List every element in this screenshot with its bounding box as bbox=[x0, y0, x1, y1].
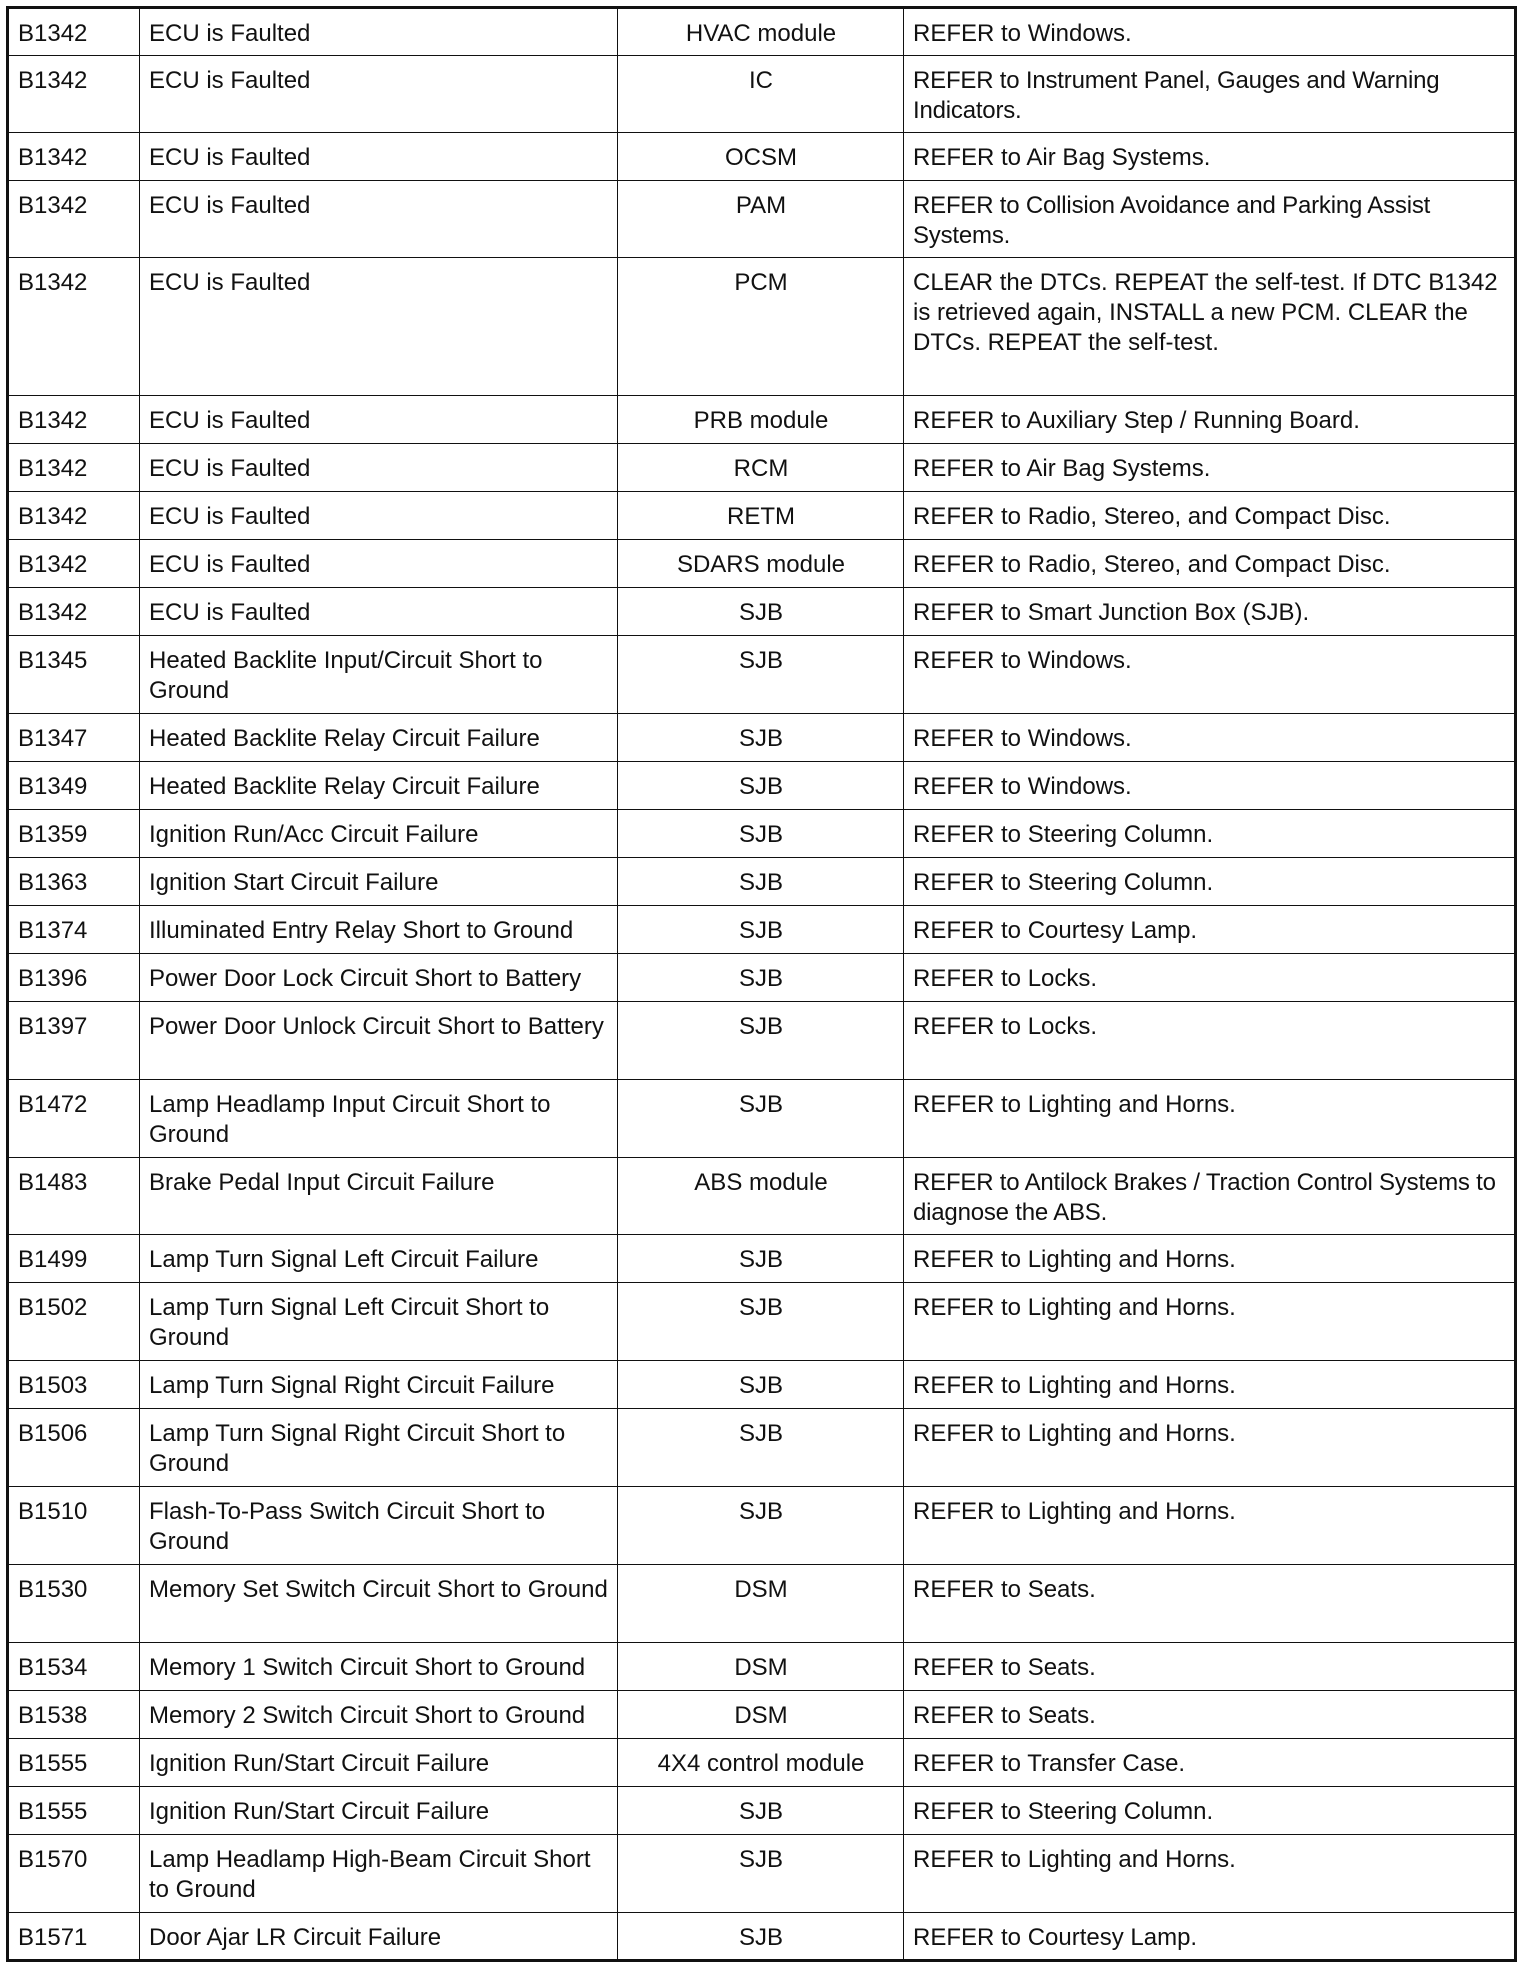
dtc-description: Memory 1 Switch Circuit Short to Ground bbox=[140, 1643, 618, 1691]
dtc-module: SJB bbox=[618, 858, 904, 906]
table-row bbox=[8, 396, 1516, 444]
dtc-code: B1499 bbox=[8, 1235, 140, 1283]
table-row bbox=[8, 1409, 1516, 1487]
dtc-code: B1374 bbox=[8, 906, 140, 954]
dtc-action: CLEAR the DTCs. REPEAT the self-test. If DTC B1342 is retrieved again, INSTALL a new PCM. CLEAR the DTCs. REPEAT the self-test. bbox=[904, 258, 1516, 396]
dtc-action: REFER to Courtesy Lamp. bbox=[904, 906, 1516, 954]
dtc-description: Lamp Turn Signal Right Circuit Failure bbox=[140, 1361, 618, 1409]
dtc-description: ECU is Faulted bbox=[140, 444, 618, 492]
dtc-code: B1342 bbox=[8, 444, 140, 492]
dtc-module: SJB bbox=[618, 810, 904, 858]
dtc-module: SJB bbox=[618, 1283, 904, 1361]
dtc-module: SJB bbox=[618, 1835, 904, 1913]
dtc-action: REFER to Air Bag Systems. bbox=[904, 133, 1516, 181]
dtc-description: ECU is Faulted bbox=[140, 492, 618, 540]
dtc-module: OCSM bbox=[618, 133, 904, 181]
dtc-module: SJB bbox=[618, 1002, 904, 1080]
dtc-module: SJB bbox=[618, 714, 904, 762]
dtc-module: SJB bbox=[618, 1080, 904, 1158]
dtc-action: REFER to Locks. bbox=[904, 954, 1516, 1002]
dtc-description: Heated Backlite Input/Circuit Short to Ground bbox=[140, 636, 618, 714]
dtc-code: B1342 bbox=[8, 56, 140, 133]
table-row bbox=[8, 444, 1516, 492]
table-row bbox=[8, 714, 1516, 762]
table-row bbox=[8, 540, 1516, 588]
dtc-module: SJB bbox=[618, 1913, 904, 1961]
table-row bbox=[8, 1487, 1516, 1565]
dtc-module: HVAC module bbox=[618, 8, 904, 56]
dtc-code: B1397 bbox=[8, 1002, 140, 1080]
dtc-action: REFER to Seats. bbox=[904, 1691, 1516, 1739]
table-row bbox=[8, 181, 1516, 258]
dtc-action: REFER to Seats. bbox=[904, 1643, 1516, 1691]
dtc-module: RCM bbox=[618, 444, 904, 492]
table-row bbox=[8, 954, 1516, 1002]
dtc-module: PAM bbox=[618, 181, 904, 258]
dtc-code: B1342 bbox=[8, 8, 140, 56]
dtc-code: B1342 bbox=[8, 540, 140, 588]
dtc-action: REFER to Lighting and Horns. bbox=[904, 1409, 1516, 1487]
table-row bbox=[8, 906, 1516, 954]
dtc-description: ECU is Faulted bbox=[140, 588, 618, 636]
dtc-description: ECU is Faulted bbox=[140, 540, 618, 588]
dtc-module: IC bbox=[618, 56, 904, 133]
dtc-module: SJB bbox=[618, 954, 904, 1002]
dtc-table bbox=[6, 6, 1517, 1962]
dtc-module: ABS module bbox=[618, 1158, 904, 1235]
table-row bbox=[8, 258, 1516, 396]
dtc-action: REFER to Lighting and Horns. bbox=[904, 1235, 1516, 1283]
dtc-action: REFER to Lighting and Horns. bbox=[904, 1080, 1516, 1158]
dtc-code: B1472 bbox=[8, 1080, 140, 1158]
dtc-description: Brake Pedal Input Circuit Failure bbox=[140, 1158, 618, 1235]
dtc-module: SJB bbox=[618, 1361, 904, 1409]
dtc-table-body bbox=[8, 8, 1516, 1961]
dtc-action: REFER to Lighting and Horns. bbox=[904, 1283, 1516, 1361]
table-row bbox=[8, 133, 1516, 181]
dtc-code: B1530 bbox=[8, 1565, 140, 1643]
dtc-code: B1342 bbox=[8, 492, 140, 540]
dtc-code: B1483 bbox=[8, 1158, 140, 1235]
dtc-description: ECU is Faulted bbox=[140, 181, 618, 258]
dtc-action: REFER to Windows. bbox=[904, 714, 1516, 762]
dtc-code: B1349 bbox=[8, 762, 140, 810]
dtc-action: REFER to Lighting and Horns. bbox=[904, 1487, 1516, 1565]
dtc-action: REFER to Windows. bbox=[904, 636, 1516, 714]
dtc-code: B1396 bbox=[8, 954, 140, 1002]
dtc-code: B1342 bbox=[8, 396, 140, 444]
dtc-description: Illuminated Entry Relay Short to Ground bbox=[140, 906, 618, 954]
dtc-module: SJB bbox=[618, 906, 904, 954]
document-page bbox=[6, 6, 1514, 1962]
dtc-description: Power Door Unlock Circuit Short to Battery bbox=[140, 1002, 618, 1080]
table-row bbox=[8, 1361, 1516, 1409]
dtc-action: REFER to Smart Junction Box (SJB). bbox=[904, 588, 1516, 636]
dtc-code: B1363 bbox=[8, 858, 140, 906]
dtc-code: B1359 bbox=[8, 810, 140, 858]
dtc-module: 4X4 control module bbox=[618, 1739, 904, 1787]
dtc-code: B1534 bbox=[8, 1643, 140, 1691]
dtc-description: Ignition Run/Acc Circuit Failure bbox=[140, 810, 618, 858]
dtc-action: REFER to Steering Column. bbox=[904, 1787, 1516, 1835]
dtc-module: DSM bbox=[618, 1691, 904, 1739]
dtc-code: B1342 bbox=[8, 181, 140, 258]
table-row bbox=[8, 1643, 1516, 1691]
dtc-action: REFER to Windows. bbox=[904, 8, 1516, 56]
dtc-description: Door Ajar LR Circuit Failure bbox=[140, 1913, 618, 1961]
dtc-module: DSM bbox=[618, 1643, 904, 1691]
dtc-module: DSM bbox=[618, 1565, 904, 1643]
dtc-description: ECU is Faulted bbox=[140, 56, 618, 133]
dtc-description: Lamp Turn Signal Left Circuit Short to Ground bbox=[140, 1283, 618, 1361]
dtc-code: B1506 bbox=[8, 1409, 140, 1487]
dtc-action: REFER to Lighting and Horns. bbox=[904, 1361, 1516, 1409]
dtc-code: B1570 bbox=[8, 1835, 140, 1913]
dtc-action: REFER to Radio, Stereo, and Compact Disc. bbox=[904, 492, 1516, 540]
table-row bbox=[8, 56, 1516, 133]
dtc-code: B1347 bbox=[8, 714, 140, 762]
table-row bbox=[8, 1913, 1516, 1961]
dtc-action: REFER to Instrument Panel, Gauges and Warning Indicators. bbox=[904, 56, 1516, 133]
dtc-code: B1538 bbox=[8, 1691, 140, 1739]
dtc-description: ECU is Faulted bbox=[140, 133, 618, 181]
dtc-description: Lamp Turn Signal Right Circuit Short to Ground bbox=[140, 1409, 618, 1487]
table-row bbox=[8, 1787, 1516, 1835]
dtc-module: SJB bbox=[618, 1487, 904, 1565]
dtc-code: B1571 bbox=[8, 1913, 140, 1961]
dtc-action: REFER to Seats. bbox=[904, 1565, 1516, 1643]
dtc-description: Lamp Headlamp High-Beam Circuit Short to Ground bbox=[140, 1835, 618, 1913]
dtc-code: B1342 bbox=[8, 588, 140, 636]
dtc-action: REFER to Collision Avoidance and Parking Assist Systems. bbox=[904, 181, 1516, 258]
dtc-description: Heated Backlite Relay Circuit Failure bbox=[140, 762, 618, 810]
dtc-module: SJB bbox=[618, 588, 904, 636]
dtc-description: Power Door Lock Circuit Short to Battery bbox=[140, 954, 618, 1002]
dtc-description: Ignition Run/Start Circuit Failure bbox=[140, 1739, 618, 1787]
dtc-module: SJB bbox=[618, 762, 904, 810]
table-row bbox=[8, 1835, 1516, 1913]
table-row bbox=[8, 762, 1516, 810]
dtc-action: REFER to Courtesy Lamp. bbox=[904, 1913, 1516, 1961]
table-row bbox=[8, 1691, 1516, 1739]
dtc-module: SJB bbox=[618, 636, 904, 714]
dtc-module: RETM bbox=[618, 492, 904, 540]
dtc-description: ECU is Faulted bbox=[140, 8, 618, 56]
dtc-action: REFER to Windows. bbox=[904, 762, 1516, 810]
dtc-action: REFER to Radio, Stereo, and Compact Disc. bbox=[904, 540, 1516, 588]
dtc-code: B1342 bbox=[8, 133, 140, 181]
dtc-action: REFER to Air Bag Systems. bbox=[904, 444, 1516, 492]
dtc-description: Ignition Run/Start Circuit Failure bbox=[140, 1787, 618, 1835]
dtc-module: PRB module bbox=[618, 396, 904, 444]
dtc-code: B1503 bbox=[8, 1361, 140, 1409]
dtc-action: REFER to Steering Column. bbox=[904, 858, 1516, 906]
dtc-code: B1555 bbox=[8, 1739, 140, 1787]
dtc-module: PCM bbox=[618, 258, 904, 396]
table-row bbox=[8, 1565, 1516, 1643]
table-row bbox=[8, 492, 1516, 540]
table-row bbox=[8, 1002, 1516, 1080]
dtc-description: Lamp Headlamp Input Circuit Short to Ground bbox=[140, 1080, 618, 1158]
table-row bbox=[8, 1739, 1516, 1787]
dtc-module: SDARS module bbox=[618, 540, 904, 588]
table-row bbox=[8, 1080, 1516, 1158]
dtc-code: B1345 bbox=[8, 636, 140, 714]
table-row bbox=[8, 1158, 1516, 1235]
dtc-module: SJB bbox=[618, 1235, 904, 1283]
dtc-action: REFER to Locks. bbox=[904, 1002, 1516, 1080]
dtc-description: ECU is Faulted bbox=[140, 396, 618, 444]
dtc-action: REFER to Antilock Brakes / Traction Control Systems to diagnose the ABS. bbox=[904, 1158, 1516, 1235]
table-row bbox=[8, 588, 1516, 636]
dtc-description: ECU is Faulted bbox=[140, 258, 618, 396]
table-row bbox=[8, 858, 1516, 906]
dtc-action: REFER to Lighting and Horns. bbox=[904, 1835, 1516, 1913]
dtc-code: B1502 bbox=[8, 1283, 140, 1361]
table-row bbox=[8, 636, 1516, 714]
dtc-description: Lamp Turn Signal Left Circuit Failure bbox=[140, 1235, 618, 1283]
table-row bbox=[8, 8, 1516, 56]
dtc-action: REFER to Auxiliary Step / Running Board. bbox=[904, 396, 1516, 444]
table-row bbox=[8, 1235, 1516, 1283]
dtc-code: B1555 bbox=[8, 1787, 140, 1835]
table-row bbox=[8, 1283, 1516, 1361]
table-row bbox=[8, 810, 1516, 858]
dtc-action: REFER to Transfer Case. bbox=[904, 1739, 1516, 1787]
dtc-action: REFER to Steering Column. bbox=[904, 810, 1516, 858]
dtc-description: Heated Backlite Relay Circuit Failure bbox=[140, 714, 618, 762]
dtc-code: B1510 bbox=[8, 1487, 140, 1565]
dtc-description: Memory 2 Switch Circuit Short to Ground bbox=[140, 1691, 618, 1739]
dtc-module: SJB bbox=[618, 1409, 904, 1487]
dtc-description: Ignition Start Circuit Failure bbox=[140, 858, 618, 906]
dtc-code: B1342 bbox=[8, 258, 140, 396]
dtc-description: Memory Set Switch Circuit Short to Ground bbox=[140, 1565, 618, 1643]
dtc-module: SJB bbox=[618, 1787, 904, 1835]
dtc-description: Flash-To-Pass Switch Circuit Short to Ground bbox=[140, 1487, 618, 1565]
